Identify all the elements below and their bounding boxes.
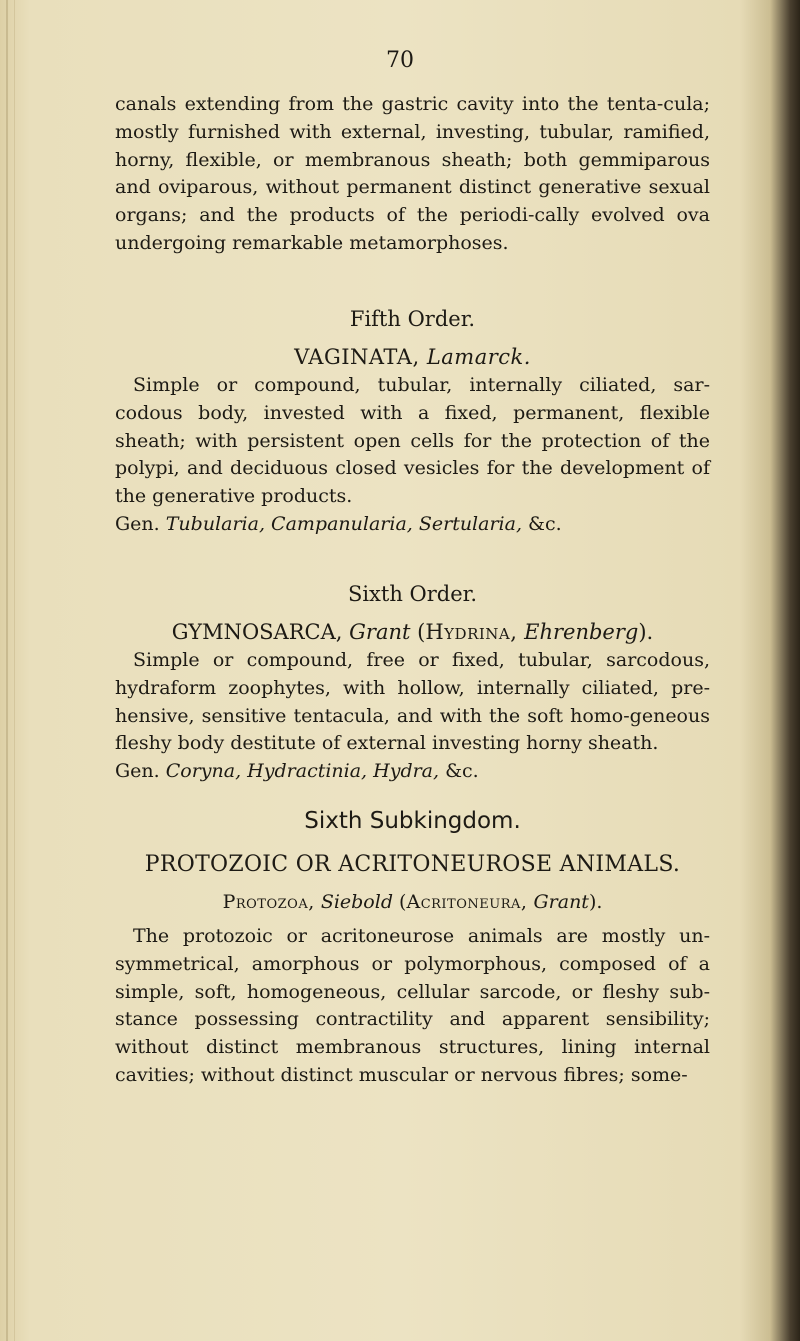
genera-line: Gen. Coryna, Hydractinia, Hydra, &c. (115, 760, 479, 783)
sixth-subkingdom-heading: Sixth Subkingdom. (304, 808, 521, 834)
protozoa-subtitle: Protozoa, Siebold (Acritoneura, Grant). (222, 891, 603, 913)
description-text: Simple or compound, free or fixed, tubular, sarcodous, hydraform zoophytes, with hollow, internally ciliated, pre-hensive, sensitive tentacula, and with the soft homo-geneous fleshy body destitute of external investing horny sheath. (115, 649, 710, 755)
gymnosarca-title: GYMNOSARCA, Grant (Hydrina, Ehrenberg). (171, 620, 654, 644)
description-text: Simple or compound, tubular, internally ciliated, sar-codous body, invested with a fixed, permanent, flexible sheath; with persistent open cells for the protection of the polypi, and deciduous closed vesicles for the development of the generative products. (115, 374, 710, 508)
sixth-order-heading: Sixth Order. (347, 582, 478, 606)
synonym: Hydrina, (425, 620, 518, 644)
protozoic-title: PROTOZOIC OR ACRITONEUROSE ANIMALS. (144, 852, 681, 877)
order-author: Lamarck. (426, 345, 531, 369)
order-name: GYMNOSARCA, (171, 620, 343, 644)
order-author: Grant (349, 620, 411, 644)
page-number: 70 (386, 48, 414, 73)
genera-line: Gen. Tubularia, Campanularia, Sertularia, &c. (115, 512, 562, 535)
synonym-author: Ehrenberg (524, 620, 639, 644)
protozoic-description: The protozoic or acritoneurose animals are mostly un-symmetrical, amorphous or polymorphous, composed of a simple, soft, homogeneous, cellular sarcode, or fleshy sub-stance possessing contractility and apparent sensibility; without distinct membranous structures, lining internal cavities; without distinct muscular or nervous fibres; some- (115, 925, 710, 1086)
gymnosarca-description (115, 647, 710, 786)
intro-paragraph: canals extending from the gastric cavity into the tenta-cula; mostly furnished with external, investing, tubular, ramified, horny, flexible, or membranous sheath; both gemmiparous and oviparous, without permanent distinct generative sexual organs; and the products of the periodi-cally evolved ova undergoing remarkable metamorphoses. (115, 93, 710, 254)
order-name: VAGINATA, (294, 345, 420, 369)
fifth-order-heading: Fifth Order. (349, 307, 476, 331)
